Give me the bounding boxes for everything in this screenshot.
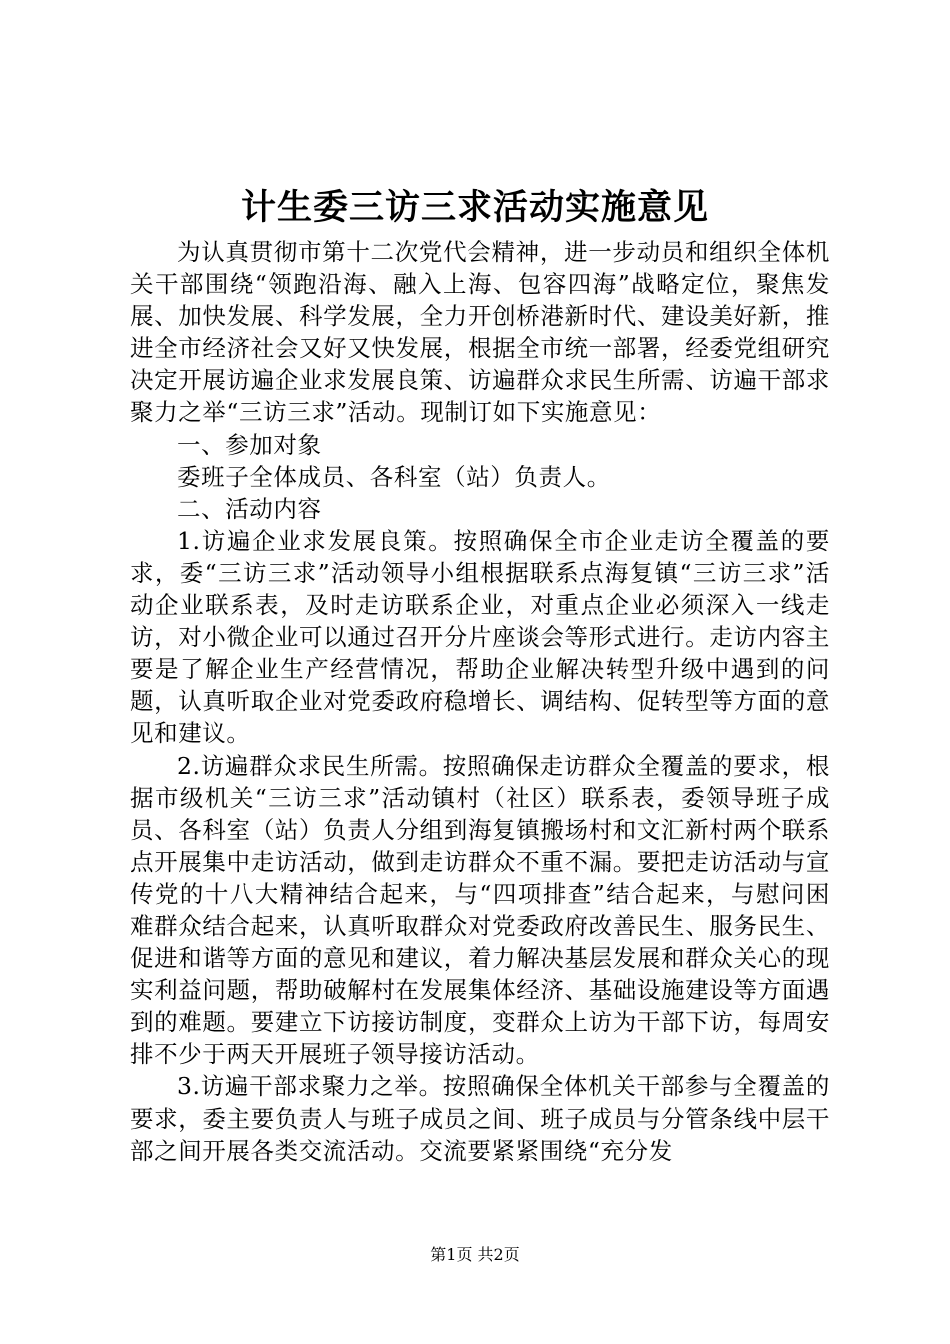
page-footer: 第1页 共2页 bbox=[430, 1245, 520, 1264]
intro-paragraph: 为认真贯彻市第十二次党代会精神，进一步动员和组织全体机关干部围绕“领跑沿海、融入上海、包容四海”战略定位，聚焦发展、加快发展、科学发展，全力开创桥港新时代、建设美好新，推进全市经济社会又好又快发展，根据全市统一部署，经委党组研究决定开展访遍企业求发展良策、访遍群众求民生所需、访遍干部求聚力之举“三访三求”活动。现制订如下实施意见： bbox=[130, 238, 830, 427]
document-body bbox=[130, 236, 830, 1167]
participants-paragraph: 委班子全体成员、各科室（站）负责人。 bbox=[177, 462, 611, 491]
activity-item-cadres: 3.访遍干部求聚力之举。按照确保全体机关干部参与全覆盖的要求，委主要负责人与班子成员之间、班子成员与分管条线中层干部之间开展各类交流活动。交流要紧紧围绕“充分发 bbox=[130, 1072, 830, 1165]
activity-item-public: 2.访遍群众求民生所需。按照确保走访群众全覆盖的要求，根据市级机关“三访三求”活动镇村（社区）联系表，委领导班子成员、各科室（站）负责人分组到海复镇搬场村和文汇新村两个联系点开展集中走访活动，做到走访群众不重不漏。要把走访活动与宣传党的十八大精神结合起来，与“四项排查”结合起来，与慰问困难群众结合起来，认真听取群众对党委政府改善民生、服务民生、促进和谐等方面的意见和建议，着力解决基层发展和群众关心的现实利益问题，帮助破解村在发展集体经济、基础设施建设等方面遇到的难题。要建立下访接访制度，变群众上访为干部下访，每周安排不少于两天开展班子领导接访活动。 bbox=[130, 751, 830, 1069]
section-heading-participants: 一、参加对象 bbox=[177, 430, 322, 459]
activity-item-enterprises: 1.访遍企业求发展良策。按照确保全市企业走访全覆盖的要求，委“三访三求”活动领导小组根据联系点海复镇“三访三求”活动企业联系表，及时走访联系企业，对重点企业必须深入一线走访，对小微企业可以通过召开分片座谈会等形式进行。走访内容主要是了解企业生产经营情况，帮助企业解决转型升级中遇到的问题，认真听取企业对党委政府稳增长、调结构、促转型等方面的意见和建议。 bbox=[130, 526, 830, 748]
document-title: 计生委三访三求活动实施意见 bbox=[240, 187, 709, 228]
section-heading-activities: 二、活动内容 bbox=[177, 494, 322, 523]
